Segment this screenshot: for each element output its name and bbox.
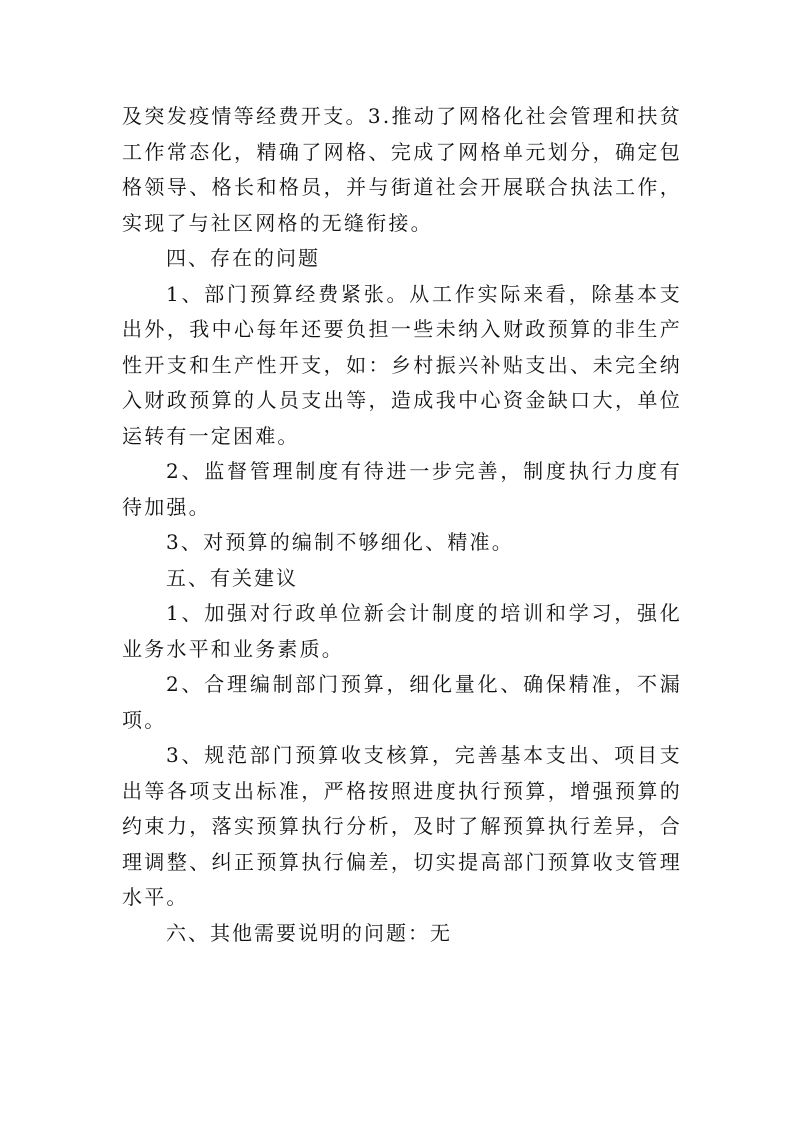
suggestion-item-3: 3、规范部门预算收支核算，完善基本支出、项目支出等各项支出标准，严格按照进度执行预算，增强预算的约束力，落实预算执行分析，及时了解预算执行差异，合理调整、纠正预算执行偏差，切实提高部门预算收支管理水平。 [122,743,682,909]
section-heading-problems: 四、存在的问题 [166,246,320,270]
section-heading-suggestions: 五、有关建议 [166,565,298,590]
document-body [122,99,682,951]
problem-item-2: 2、监督管理制度有待进一步完善，制度执行力度有待加强。 [122,459,682,519]
section-heading-other: 六、其他需要说明的问题：无 [166,920,452,945]
suggestion-item-2: 2、合理编制部门预算，细化量化、确保精准，不漏项。 [122,672,682,732]
problem-item-3: 3、对预算的编制不够细化、精准。 [166,530,514,554]
suggestion-item-1: 1、加强对行政单位新会计制度的培训和学习，强化业务水平和业务素质。 [122,601,682,661]
intro-paragraph: 及突发疫情等经费开支。3.推动了网格化社会管理和扶贫工作常态化，精确了网格、完成了网格单元划分，确定包格领导、格长和格员，并与街道社会开展联合执法工作，实现了与社区网格的无缝衔接。 [122,104,682,235]
problem-item-1: 1、部门预算经费紧张。从工作实际来看，除基本支出外，我中心每年还要负担一些未纳入财政预算的非生产性开支和生产性开支，如：乡村振兴补贴支出、未完全纳入财政预算的人员支出等，造成我中心资金缺口大，单位运转有一定困难。 [122,281,682,448]
